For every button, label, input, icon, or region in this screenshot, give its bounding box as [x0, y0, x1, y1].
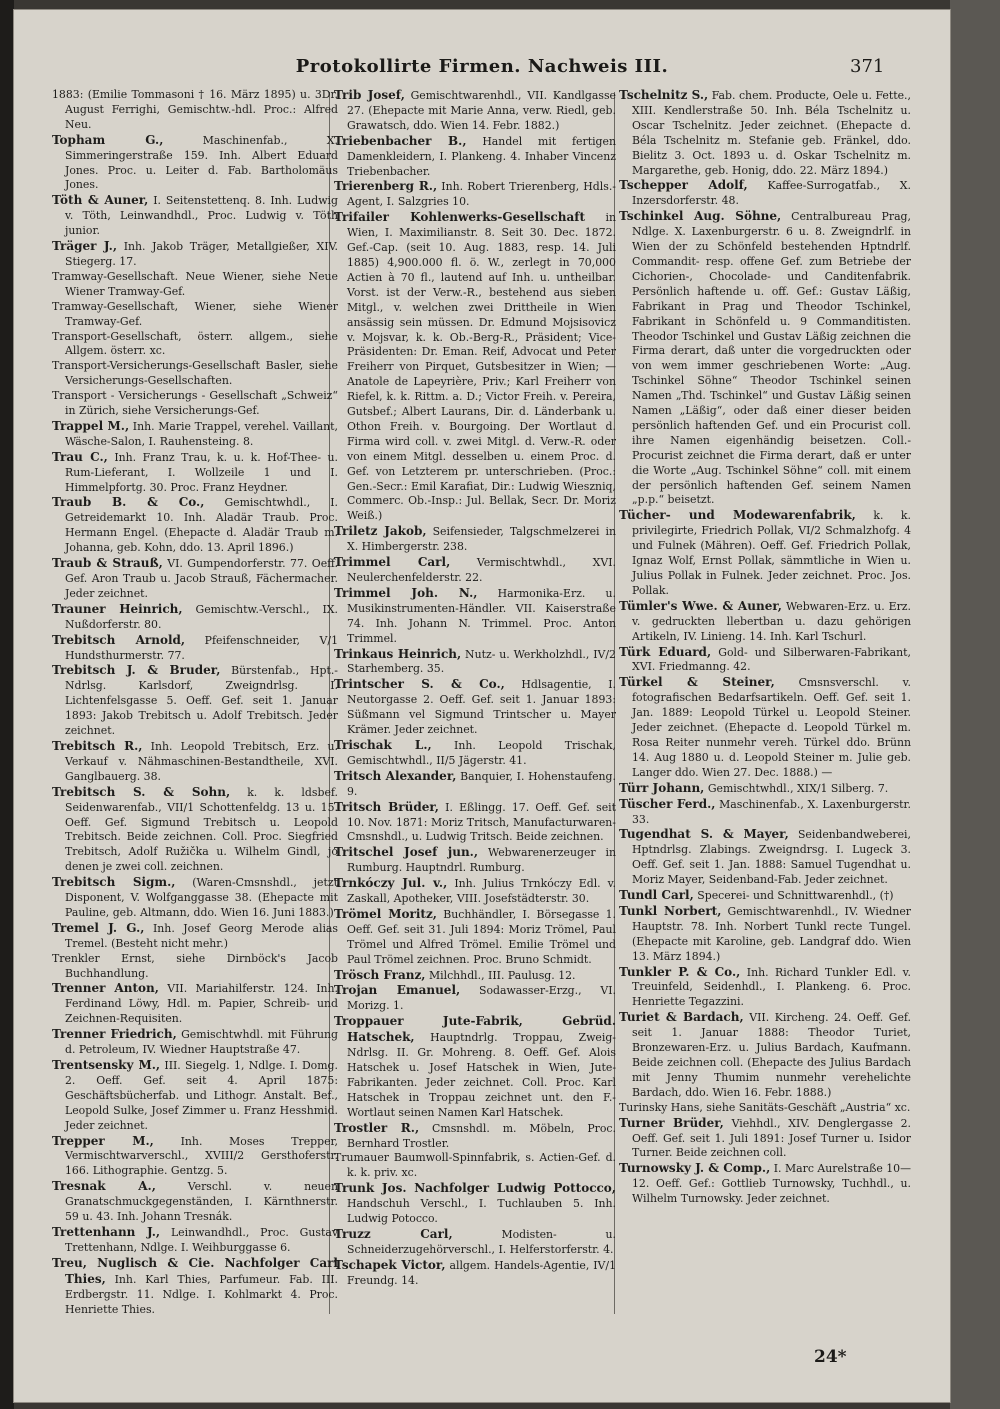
directory-entry	[334, 1258, 616, 1289]
firm-name: Tundl Carl,	[619, 888, 694, 903]
firm-details: Webwarenerzeuger in Rumburg. Hauptndrl. Rumburg.	[347, 846, 616, 875]
firm-name: Tritschel Josef jun.,	[334, 845, 479, 860]
firm-name: Trappel M.,	[52, 418, 130, 433]
firm-name: Tschinkel Aug. Söhne,	[619, 209, 782, 224]
directory-entry	[52, 88, 338, 133]
signature-mark: 24*	[814, 1347, 847, 1367]
firm-name: Trebitsch S. & Sohn,	[52, 784, 231, 799]
document-page	[14, 10, 950, 1402]
firm-details: Inh. Julius Trnkóczy Edl. v. Zaskall, Apotheker, VIII. Josefstädterstr. 30.	[347, 877, 616, 906]
firm-name: Tücher- und Modewarenfabrik,	[619, 508, 856, 523]
scan-left-edge	[0, 0, 14, 1409]
directory-entry	[334, 1151, 616, 1181]
firm-name: Trimmel Joh. N.,	[334, 585, 478, 600]
directory-entry	[334, 134, 616, 180]
firm-details: Buchhändler, I. Börsegasse 1. Oeff. Gef. seit 31. Juli 1894: Moriz Trömel, Paul Trömel und Alfred Trömel. Emilie Trömel und Paul Trömel zeichnen. Proc. Bruno Schmidt.	[347, 907, 616, 966]
directory-entry	[334, 210, 616, 524]
firm-name: Trunk Jos. Nachfolger Ludwig Pottocco,	[334, 1181, 616, 1196]
firm-details: Turinsky Hans, siehe Sanitäts-Geschäft „Austria“ xc.	[619, 1100, 911, 1114]
firm-details: k. k. ldsbef. Seidenwarenfab., VII/1 Schottenfeldg. 13 u. 15. Oeff. Gef. Sigmund Trebitsch u. Leopold Trebitsch. Beide zeichnen. Coll. Proc. Siegfried Trebitsch, Adolf Ružička u. Wilhelm Gindl, jo denen je zwei coll. zeichnen.	[65, 785, 338, 874]
firm-name: Tritsch Brüder,	[334, 799, 439, 814]
firm-details: Kaffee-Surrogatfab., X. Inzersdorferstr. 48.	[632, 179, 911, 208]
directory-entry	[334, 738, 616, 769]
firm-details: Modisten- u. Schneiderzugehörverschl., I. Helferstorferstr. 4.	[347, 1227, 616, 1256]
firm-details: VII. Kircheng. 24. Oeff. Gef. seit 1. Januar 1888: Theodor Turiet, Bronzewaren-Erz. u. Julius Bardach, Kaufmann. Beide zeichnen coll. (Ehepacte des Julius Bardach mit Jenny Thumim nunmehr verehelichte Bardach, ddo. Wien 16. Febr. 1888.)	[632, 1011, 911, 1099]
scan-right-edge	[950, 0, 1000, 1409]
firm-name: Trojan Emanuel,	[334, 983, 461, 998]
firm-details: Gemischtwhdl., XIX/1 Silberg. 7.	[707, 781, 889, 795]
firm-name: Träger J.,	[52, 239, 117, 254]
directory-entry	[619, 508, 911, 598]
firm-details: Cmsnshdl. m. Möbeln, Proc. Bernhard Trostler.	[347, 1121, 616, 1150]
page-title: Protokollirte Firmen. Nachweis III.	[295, 56, 669, 77]
directory-entry	[52, 602, 338, 633]
firm-details: Specerei- und Schnittwarenhdl., (†)	[697, 889, 894, 903]
firm-details: Inh. Leopold Trebitsch, Erz. u. Verkauf v. Nähmaschinen-Bestandtheile, XVI. Ganglbauerg. 38.	[65, 739, 338, 783]
firm-name: Tschepper Adolf,	[619, 178, 748, 193]
directory-entry	[52, 133, 338, 194]
firm-name: Tunkler P. & Co.,	[619, 964, 741, 979]
column-1	[52, 88, 338, 1318]
firm-details: Verschl. v. neuen Granatschmuckgegenständen, I. Kärnthnerstr. 59 u. 43. Inh. Johann Tresnák.	[65, 1180, 338, 1224]
firm-name: Trebitsch Sigm.,	[52, 875, 176, 890]
firm-details: allgem. Handels-Agentie, IV/1 Freundg. 14.	[347, 1258, 616, 1287]
firm-name: Trauner Heinrich,	[52, 601, 183, 616]
firm-name: Trib Josef,	[334, 88, 405, 102]
firm-details: k. k. privilegirte, Friedrich Pollak, VI/2 Schmalzhofg. 4 und Fulnek (Mähren). Oeff. Gef. Friedrich Pollak, Ignaz Wolf, Ernst Pollak, sämmtliche in Wien u. Julius Pollak in Fulnek. Jeder zeichnet. Proc. Jos. Pollak.	[632, 509, 911, 597]
firm-details: Transport - Versicherungs - Gesellschaft „Schweiz“ in Zürich, siehe Versicherungs-Gef.	[52, 389, 338, 418]
firm-details: Viehhdl., XIV. Denglergasse 2. Oeff. Gef. seit 1. Juli 1891: Josef Turner u. Isidor Turner. Beide zeichnen coll.	[632, 1116, 911, 1160]
firm-name: Tresnak A.,	[52, 1179, 156, 1194]
firm-name: Tschelnitz S.,	[619, 88, 709, 102]
firm-name: Triebenbacher B.,	[334, 133, 467, 148]
firm-details: Gold- und Silberwaren-Fabrikant, XVI. Friedmanng. 42.	[632, 645, 911, 674]
directory-entry	[52, 875, 338, 921]
page-header	[14, 54, 950, 84]
firm-name: Trostler R.,	[334, 1120, 420, 1135]
directory-entry	[619, 1116, 911, 1162]
firm-name: Türk Eduard,	[619, 644, 712, 659]
firm-name: Troppauer Jute-Fabrik, Gebrüd. Hatschek,	[334, 1014, 616, 1045]
firm-name: Tunkl Norbert,	[619, 903, 722, 918]
firm-name: Tschapek Victor,	[334, 1257, 446, 1272]
directory-entry	[52, 270, 338, 300]
firm-details: Pfeifenschneider, V/1 Hundsthurmerstr. 77.	[65, 633, 338, 662]
directory-entry	[52, 1027, 338, 1058]
firm-name: Treu, Nuglisch & Cie. Nachfolger Carl Thies,	[52, 1255, 338, 1286]
firm-name: Trifailer Kohlenwerks-Gesellschaft	[334, 210, 585, 225]
firm-details: Nutz- u. Werkholzhdl., IV/2 Starhemberg. 35.	[347, 647, 616, 676]
firm-details: Hdlsagentie, I. Neutorgasse 2. Oeff. Gef. seit 1. Januar 1893: Süßmann vel Sigmund Trintscher u. Mayer Krämer. Jeder zeichnet.	[347, 678, 616, 737]
firm-details: Inh. Jakob Träger, Metallgießer, XIV. Stiegerg. 17.	[65, 240, 338, 268]
firm-name: Trebitsch J. & Bruder,	[52, 663, 221, 678]
firm-details: Inh. Josef Georg Merode alias Tremel. (Besteht nicht mehr.)	[65, 921, 338, 950]
firm-details: Gemischtw.-Verschl., IX. Nußdorferstr. 80.	[65, 602, 338, 631]
firm-details: Leinwandhdl., Proc. Gustav Trettenhann, Ndlge. I. Weihburggasse 6.	[65, 1225, 338, 1254]
firm-name: Topham G.,	[52, 132, 164, 147]
firm-name: Trimmel Carl,	[334, 555, 451, 570]
firm-details: Inh. Karl Thies, Parfumeur. Fab. III. Erdbergstr. 11. Ndlge. I. Kohlmarkt 4. Proc. Henriette Thies.	[65, 1272, 338, 1316]
firm-details: I. Marc Aurelstraße 10—12. Oeff. Gef.: Gottlieb Turnowsky, Tuchhdl., u. Wilhelm Turnowsky. Jeder zeichnet.	[632, 1162, 911, 1206]
directory-entry	[52, 193, 338, 239]
firm-name: Trnkóczy Jul. v.,	[334, 876, 448, 891]
firm-details: Maschinenfab., X. Simmeringerstraße 159. Inh. Albert Eduard Jones. Proc. u. Leiter d. Fab. Bartholomäus Jones.	[65, 133, 338, 192]
firm-name: Trischak L.,	[334, 737, 432, 752]
directory-entry	[52, 330, 338, 360]
column-3	[619, 88, 911, 1318]
firm-details: Inh. Leopold Trischak, Gemischtwhdl., II/5 Jägerstr. 41.	[347, 738, 616, 767]
directory-entry	[619, 209, 911, 508]
directory-entry	[52, 1058, 338, 1134]
firm-details: Banquier, I. Hohenstaufeng. 9.	[347, 769, 616, 798]
firm-name: Töth & Auner,	[52, 193, 149, 208]
directory-entry	[334, 769, 616, 800]
directory-entry	[619, 888, 911, 904]
directory-entry	[52, 785, 338, 875]
directory-entry	[334, 524, 616, 555]
directory-entry	[52, 739, 338, 785]
directory-entry	[52, 921, 338, 952]
firm-details: Hauptndrlg. Troppau, Zweig-Ndrlsg. II. Gr. Mohreng. 8. Oeff. Gef. Alois Hatschek u. Josef Hatschek in Wien, Jute-Fabrikanten. Jeder zeichnet. Coll. Proc. Karl Hatschek in Troppau zeichnet unt. den F.-Wortlaut seinen Namen Karl Hatschek.	[347, 1031, 616, 1119]
firm-name: Trinkaus Heinrich,	[334, 646, 462, 661]
directory-entry	[619, 675, 911, 780]
firm-name: Trösch Franz,	[334, 967, 426, 982]
firm-details: Inh. Richard Tunkler Edl. v. Treuinfeld, Seidenhdl., I. Plankeng. 6. Proc. Henriette Tegazzini.	[632, 965, 911, 1009]
firm-details: Inh. Moses Trepper, Vermischtwarverschl., XVIII/2 Gersthoferstr. 166. Lithographie. Gentzg. 5.	[65, 1134, 338, 1178]
firm-details: Harmonika-Erz. u. Musikinstrumenten-Händler. VII. Kaiserstraße 74. Inh. Johann N. Trimmel. Proc. Anton Trimmel.	[347, 586, 616, 645]
firm-name: Tremel J. G.,	[52, 920, 145, 935]
firm-details: Gemischtwarenhdl., VII. Kandlgasse 27. (Ehepacte mit Marie Anna, verw. Riedl, geb. Grawatsch, ddo. Wien 14. Febr. 1882.)	[347, 89, 616, 132]
firm-details: Centralbureau Prag, Ndlge. X. Laxenburgerstr. 6 u. 8. Zweigndrlf. in Wien der zu Schönfeld bestehenden Hptndrlf. Commandit- resp. offene Gef. zum Betriebe der Cichorien-, Chocolade- und Canditenfabrik. Persönlich haftende u. off. Gef.: Gustav Läßig, Fabrikant in Prag und Theodor Tschinkel, Fabrikant in Schönfeld u. 9 Commanditisten. Theodor Tschinkel und Gustav Läßig zeichnen die Firma derart, daß unter die vorgedruckten oder von wem immer geschriebenen Worte: „Aug. Tschinkel Söhne“ Theodor Tschinkel seinen Namen „Thd. Tschinkel“ und Gustav Läßig seinen Namen „Läßig“, oder daß einer dieser beiden persönlich haftenden Gef. und ein Procurist coll. ihre Namen eigenhändig beisetzen. Coll.-Procurist zeichnet die Firma derart, daß er unter die Worte „Aug. Tschinkel Söhne“ coll. mit einem der persönlich haftenden Gef. seinem Namen „p.p.“ beisetzt.	[632, 210, 911, 507]
directory-entry	[619, 904, 911, 965]
directory-entry	[334, 968, 616, 984]
firm-details: Vermischtwhdl., XVI. Neulerchenfelderstr. 22.	[347, 556, 616, 584]
directory-entry	[619, 965, 911, 1011]
firm-details: Gemischtwarenhdl., IV. Wiedner Hauptstr. 78. Inh. Norbert Tunkl recte Tungel. (Ehepacte mit Karoline, geb. Landgraf ddo. Wien 13. März 1894.)	[632, 904, 911, 963]
firm-name: Trentsensky M.,	[52, 1058, 161, 1072]
directory-entry	[334, 845, 616, 876]
directory-entry	[619, 645, 911, 676]
directory-entry	[52, 981, 338, 1027]
firm-details: Inh. Franz Trau, k. u. k. Hof-Thee- u. Rum-Lieferant, I. Wollzeile 1 und I. Himmelpfortg. 30. Proc. Franz Heydner.	[65, 450, 338, 494]
directory-entry	[619, 1010, 911, 1100]
firm-details: in Wien, I. Maximilianstr. 8. Seit 30. Dec. 1872. Gef.-Cap. (seit 10. Aug. 1883, resp. 14. Juli 1885) 4,900.000 fl. ö. W., zerlegt in 70,000 Actien à 70 fl., lautend auf Inh. u. untheilbar. Vorst. ist der Verw.-R., bestehend aus sieben Mitgl., v. welchen zwei Drittheile in Wien ansässig sein müssen. Dr. Edmund Mojsisovicz v. Mojsvar, k. k. Ob.-Berg-R., Präsident; Vice-Präsidenten: Dr. Eman. Reif, Advocat und Peter Freiherr von Pirquet, Gutsbesitzer in Wien; — Anatole de Lapeyrière, Priv.; Karl Freiherr von Riefel, k. k. Rittm. a. D.; Victor Freih. v. Pereira, Gutsbef.; Albert Laurans, Dir. d. Länderbank u. Othon Freih. v. Bourgoing. Der Wortlaut d. Firma wird coll. v. zwei Mitgl. d. Verw.-R. oder von einem Mitgl. desselben u. einem Proc. d. Gef. von Letzterem pr. unterschrieben. (Proc.: Gen.-Secr.: Emil Karafiat, Dir.: Ludwig Wieszniq, Commerc. Ob.-Insp.: Jul. Bellak, Secr. Dr. Moriz Weiß.)	[347, 211, 616, 523]
directory-entry	[619, 88, 911, 178]
firm-details: Handel mit fertigen Damenkleidern, I. Plankeng. 4. Inhaber Vincenz Triebenbacher.	[347, 134, 616, 178]
firm-name: Turner Brüder,	[619, 1115, 724, 1130]
directory-entry	[334, 88, 616, 134]
directory-entry	[334, 647, 616, 678]
firm-name: Tugendhat S. & Mayer,	[619, 827, 789, 842]
directory-entry	[619, 797, 911, 828]
firm-name: Trepper M.,	[52, 1133, 154, 1148]
directory-entry	[334, 179, 616, 210]
column-2	[334, 88, 616, 1318]
firm-details: Gemischtwhdl. mit Führung d. Petroleum, IV. Wiedner Hauptstraße 47.	[65, 1028, 338, 1057]
firm-details: Seidenbandweberei, Hptndrlsg. Zlabings. Zweigndrsg. I. Lugeck 3. Oeff. Gef. seit 1. Jan. 1888: Samuel Tugendhat u. Moriz Mayer, Seidenband-Fab. Jeder zeichnet.	[632, 828, 911, 887]
directory-entry	[619, 781, 911, 797]
firm-details: I. Eßlingg. 17. Oeff. Gef. seit 10. Nov. 1871: Moriz Tritsch, Manufacturwaren-Cmsnshdl., u. Ludwig Tritsch. Beide zeichnen.	[347, 800, 616, 844]
firm-name: Trenner Friedrich,	[52, 1027, 177, 1042]
firm-details: (Waren-Cmsnshdl., jetzt Disponent, V. Wolfganggasse 38. (Ehepacte mit Pauline, geb. Altmann, ddo. Wien 16. Juni 1883.)	[65, 876, 338, 919]
directory-entry	[52, 1225, 338, 1256]
firm-details: III. Siegelg. 1, Ndlge. I. Domg. 2. Oeff. Gef. seit 4. April 1875: Geschäftsbücherfab. und Lithogr. Anstalt. Bef., Leopold Sulke, Josef Zimmer u. Franz Hesshmid. Jeder zeichnet.	[65, 1059, 338, 1132]
directory-entry	[52, 663, 338, 739]
directory-entry	[334, 555, 616, 586]
directory-entry	[619, 178, 911, 209]
directory-entry	[334, 800, 616, 846]
directory-entry	[52, 633, 338, 664]
directory-entry	[52, 239, 338, 270]
firm-name: Trau C.,	[52, 449, 108, 464]
directory-entry	[334, 677, 616, 738]
directory-entry	[334, 1121, 616, 1152]
directory-entry	[52, 556, 338, 602]
directory-entry	[334, 983, 616, 1014]
firm-details: Transport-Versicherungs-Gesellschaft Basler, siehe Versicherungs-Gesellschaften.	[52, 359, 338, 388]
firm-details: Trenkler Ernst, siehe Dirnböck's Jacob Buchhandlung.	[52, 951, 338, 980]
firm-details: Tramway-Gesellschaft. Neue Wiener, siehe Neue Wiener Tramway-Gef.	[52, 269, 338, 298]
directory-entry	[334, 876, 616, 907]
directory-entry	[619, 827, 911, 888]
firm-name: Türkel & Steiner,	[619, 675, 775, 690]
firm-name: Traub & Strauß,	[52, 556, 163, 571]
firm-details: VI. Gumpendorferstr. 77. Oeff. Gef. Aron Traub u. Jacob Strauß, Fächermacher. Jeder zeichnet.	[65, 557, 338, 600]
firm-details: Handschuh Verschl., I. Tuchlauben 5. Inh. Ludwig Potocco.	[347, 1197, 616, 1226]
directory-entry	[334, 1181, 616, 1227]
firm-details: Tramway-Gesellschaft, Wiener, siehe Wiener Tramway-Gef.	[52, 299, 338, 328]
firm-details: 1883: (Emilie Tommasoni † 16. März 1895) u. 3Dr. August Ferrighi, Gemischtw.-hdl. Proc.: Alfred Neu.	[52, 88, 338, 131]
directory-entry	[52, 1134, 338, 1180]
firm-details: Fab. chem. Producte, Oele u. Fette., XIII. Kendlerstraße 50. Inh. Béla Tschelnitz u. Oscar Tschelnitz. Jeder zeichnet. (Ehepacte d. Béla Tschelnitz m. Stefanie geb. Fränkel, ddo. Bielitz 3. Oct. 1893 u. d. Oskar Tschelnitz m. Margarethe, geb. Honig, ddo. 22. März 1894.)	[632, 89, 911, 177]
firm-name: Trebitsch R.,	[52, 738, 143, 753]
firm-details: Bürstenfab., Hpt.-Ndrlsg. Karlsdorf, Zweigndrlsg. I. Lichtenfelsgasse 5. Oeff. Gef. seit 1. Januar 1893: Jakob Trebitsch u. Adolf Trebitsch. Jeder zeichnet.	[65, 664, 338, 738]
directory-entry	[52, 1179, 338, 1225]
directory-entry	[619, 1101, 911, 1116]
firm-name: Turiet & Bardach,	[619, 1010, 744, 1025]
directory-entry	[334, 1014, 616, 1120]
firm-details: Trumauer Baumwoll-Spinnfabrik, s. Actien-Gef. d. k. k. priv. xc.	[334, 1151, 616, 1180]
directory-entry	[52, 450, 338, 496]
firm-name: Trettenhann J.,	[52, 1224, 161, 1239]
firm-details: Webwaren-Erz. u. Erz. v. gedruckten llebertban u. dazu gehörigen Artikeln, IV. Linieng. 14. Inh. Karl Tschurl.	[632, 599, 911, 643]
firm-details: Inh. Robert Trierenberg, Hdls.-Agent, I. Salzgries 10.	[347, 180, 616, 209]
firm-name: Truzz Carl,	[334, 1226, 453, 1241]
directory-entry	[619, 1161, 911, 1207]
directory-entry	[619, 599, 911, 645]
firm-name: Tüscher Ferd.,	[619, 796, 716, 811]
firm-details: Inh. Marie Trappel, verehel. Vaillant, Wäsche-Salon, I. Rauhensteing. 8.	[65, 419, 338, 448]
firm-name: Tritsch Alexander,	[334, 768, 457, 783]
directory-entry	[334, 907, 616, 968]
firm-details: Maschinenfab., X. Laxenburgerstr. 33.	[632, 797, 911, 826]
firm-details: Sodawasser-Erzg., VI. Morizg. 1.	[347, 984, 616, 1013]
firm-name: Trenner Anton,	[52, 981, 159, 996]
firm-name: Trierenberg R.,	[334, 179, 438, 194]
firm-name: Trintscher S. & Co.,	[334, 677, 505, 692]
directory-entry	[334, 586, 616, 647]
directory-entry	[52, 389, 338, 419]
firm-details: Milchhdl., III. Paulusg. 12.	[428, 968, 576, 982]
directory-entry	[52, 952, 338, 982]
firm-details: Transport-Gesellschaft, österr. allgem., siehe Allgem. österr. xc.	[52, 329, 338, 358]
firm-details: VII. Mariahilferstr. 124. Inh. Ferdinand Löwy, Hdl. m. Papier, Schreib- und Zeichnen-Requisiten.	[65, 982, 338, 1026]
firm-details: Cmsnsverschl. v. fotografischen Bedarfsartikeln. Oeff. Gef. seit 1. Jan. 1889: Leopold Türkel u. Leopold Steiner. Jeder zeichnet. (Ehepacte d. Leopold Türkel m. Rosa Reiter nunmehr vereh. Türkel ddo. Brünn 14. Aug 1880 u. d. Leopold Steiner m. Julie geb. Langer ddo. Wien 27. Dec. 1888.) —	[632, 676, 911, 779]
firm-name: Trömel Moritz,	[334, 906, 437, 921]
firm-name: Traub B. & Co.,	[52, 495, 205, 510]
directory-entry	[52, 1256, 338, 1318]
firm-details: Seifensieder, Talgschmelzerei in X. Himbergerstr. 238.	[347, 525, 616, 554]
directory-entry	[334, 1227, 616, 1258]
directory-entry	[52, 419, 338, 450]
firm-name: Turnowsky J. & Comp.,	[619, 1161, 771, 1176]
firm-name: Triletz Jakob,	[334, 524, 427, 539]
page-number: 371	[850, 56, 885, 77]
firm-name: Türr Johann,	[619, 780, 705, 795]
firm-name: Trebitsch Arnold,	[52, 632, 186, 647]
directory-entry	[52, 359, 338, 389]
firm-details: Gemischtwhdl., I. Getreidemarkt 10. Inh. Aladär Traub. Proc. Hermann Engel. (Ehepacte d. Aladär Traub m. Johanna, geb. Kohn, ddo. 13. April 1896.)	[65, 496, 338, 555]
firm-name: Tümler's Wwe. & Auner,	[619, 598, 782, 613]
firm-details: I. Seitenstettenq. 8. Inh. Ludwig v. Töth, Leinwandhdl., Proc. Ludwig v. Töth junior.	[65, 194, 338, 238]
directory-entry	[52, 300, 338, 330]
directory-entry	[52, 495, 338, 556]
